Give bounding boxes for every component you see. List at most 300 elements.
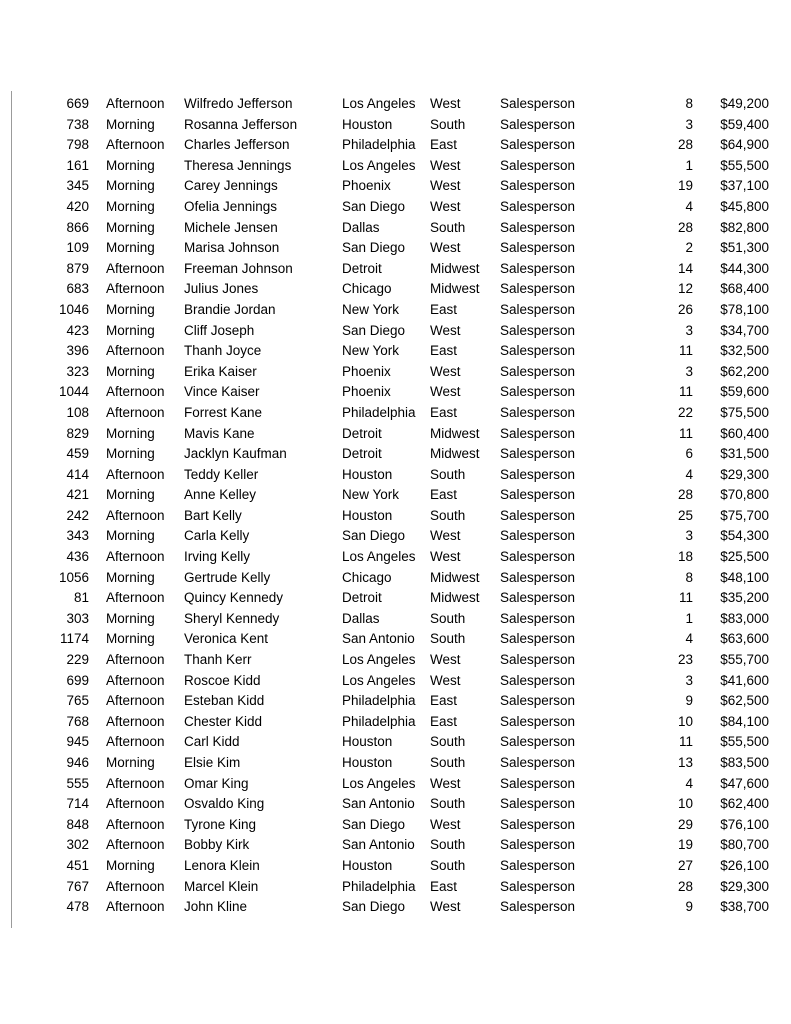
cell-amount: $37,100 <box>720 178 769 194</box>
cell-units: 11 <box>678 590 693 606</box>
cell-city: Detroit <box>342 425 382 441</box>
cell-role: Salesperson <box>500 899 576 915</box>
cell-city: Philadelphia <box>342 137 416 153</box>
cell-role: Salesperson <box>500 301 576 317</box>
cell-shift: Morning <box>106 219 155 235</box>
cell-id: 1046 <box>58 301 89 317</box>
cell-id: 768 <box>66 713 89 729</box>
cell-amount: $26,100 <box>720 857 769 873</box>
cell-role: Salesperson <box>500 796 576 812</box>
cell-role: Salesperson <box>500 404 576 420</box>
cell-id: 683 <box>66 281 89 297</box>
cell-amount: $83,500 <box>720 755 769 770</box>
table-row <box>12 506 771 527</box>
cell-city: San Antonio <box>342 631 415 647</box>
cell-id: 866 <box>66 219 89 235</box>
cell-city: San Diego <box>342 240 406 256</box>
cell-id: 436 <box>66 549 89 565</box>
cell-id: 699 <box>66 672 89 688</box>
cell-region: West <box>430 652 461 668</box>
table-row <box>12 609 771 630</box>
cell-id: 423 <box>66 322 89 338</box>
cell-amount: $63,600 <box>720 631 769 647</box>
cell-region: West <box>430 672 461 688</box>
cell-role: Salesperson <box>500 672 576 688</box>
cell-name: Chester Kidd <box>184 713 263 729</box>
cell-role: Salesperson <box>500 446 576 462</box>
cell-role: Salesperson <box>500 240 576 256</box>
cell-city: Detroit <box>342 446 382 462</box>
table-row <box>12 547 771 568</box>
cell-name: Charles Jefferson <box>184 137 290 153</box>
cell-amount: $38,700 <box>720 899 769 915</box>
cell-id: 242 <box>66 507 89 523</box>
cell-city: Houston <box>342 734 393 750</box>
cell-name: Irving Kelly <box>184 549 251 565</box>
cell-shift: Afternoon <box>106 672 165 688</box>
cell-amount: $47,600 <box>720 775 769 791</box>
cell-shift: Afternoon <box>106 796 165 812</box>
cell-region: West <box>430 528 461 544</box>
cell-units: 13 <box>677 755 693 770</box>
cell-role: Salesperson <box>500 528 576 544</box>
table-row <box>12 774 771 795</box>
cell-city: Phoenix <box>342 178 391 194</box>
cell-units: 4 <box>685 631 693 647</box>
cell-amount: $68,400 <box>720 281 769 297</box>
cell-id: 229 <box>66 652 89 668</box>
cell-region: South <box>430 857 466 873</box>
cell-role: Salesperson <box>500 281 576 297</box>
cell-name: Brandie Jordan <box>184 301 276 317</box>
table-row <box>12 671 771 692</box>
cell-name: Lenora Klein <box>184 857 260 873</box>
cell-region: South <box>430 837 466 853</box>
cell-name: Thanh Kerr <box>184 652 252 668</box>
cell-units: 3 <box>685 322 693 338</box>
cell-city: San Antonio <box>342 837 415 853</box>
cell-name: Freeman Johnson <box>184 260 293 276</box>
table-row <box>12 815 771 836</box>
cell-name: Gertrude Kelly <box>184 569 271 585</box>
cell-shift: Morning <box>106 487 155 503</box>
cell-name: Bobby Kirk <box>184 837 250 853</box>
cell-id: 420 <box>66 198 89 214</box>
cell-name: Erika Kaiser <box>184 363 257 379</box>
cell-shift: Morning <box>106 569 155 585</box>
cell-city: Dallas <box>342 219 380 235</box>
cell-shift: Afternoon <box>106 281 165 297</box>
table-row <box>12 300 771 321</box>
table-row <box>12 526 771 547</box>
cell-role: Salesperson <box>500 878 576 894</box>
cell-city: Los Angeles <box>342 672 416 688</box>
cell-amount: $44,300 <box>720 260 769 276</box>
table-row <box>12 444 771 465</box>
cell-amount: $82,800 <box>720 219 769 235</box>
cell-units: 19 <box>677 837 693 853</box>
cell-units: 23 <box>677 652 693 668</box>
cell-role: Salesperson <box>500 116 576 132</box>
cell-units: 11 <box>678 425 693 441</box>
cell-shift: Afternoon <box>106 549 165 565</box>
cell-name: Michele Jensen <box>184 219 278 235</box>
cell-region: East <box>430 137 458 153</box>
cell-id: 1056 <box>58 569 89 585</box>
cell-role: Salesperson <box>500 837 576 853</box>
cell-city: New York <box>342 487 400 503</box>
cell-id: 303 <box>66 610 89 626</box>
table-row <box>12 691 771 712</box>
cell-region: West <box>430 549 461 565</box>
cell-id: 451 <box>66 857 89 873</box>
cell-name: Roscoe Kidd <box>184 672 261 688</box>
cell-amount: $75,700 <box>720 507 769 523</box>
cell-name: Carl Kidd <box>184 734 240 750</box>
cell-region: South <box>430 796 466 812</box>
cell-name: Marcel Klein <box>184 878 259 894</box>
cell-shift: Morning <box>106 178 155 194</box>
cell-shift: Afternoon <box>106 734 165 750</box>
cell-city: Los Angeles <box>342 775 416 791</box>
cell-units: 25 <box>677 507 693 523</box>
cell-units: 11 <box>678 343 693 359</box>
table-row <box>12 897 771 918</box>
cell-units: 28 <box>677 137 693 153</box>
cell-name: Wilfredo Jefferson <box>184 96 293 111</box>
cell-city: Houston <box>342 466 393 482</box>
cell-name: Ofelia Jennings <box>184 198 278 214</box>
cell-name: Julius Jones <box>184 281 259 297</box>
cell-region: South <box>430 610 466 626</box>
cell-shift: Morning <box>106 446 155 462</box>
cell-amount: $31,500 <box>720 446 769 462</box>
cell-shift: Afternoon <box>106 466 165 482</box>
cell-city: Chicago <box>342 569 392 585</box>
cell-units: 3 <box>685 528 693 544</box>
cell-shift: Afternoon <box>106 590 165 606</box>
table-row <box>12 135 771 156</box>
cell-role: Salesperson <box>500 384 576 400</box>
cell-name: Carey Jennings <box>184 178 278 194</box>
table-row <box>12 279 771 300</box>
cell-role: Salesperson <box>500 219 576 235</box>
cell-region: South <box>430 507 466 523</box>
cell-region: West <box>430 96 461 111</box>
cell-units: 4 <box>685 466 693 482</box>
cell-city: New York <box>342 301 400 317</box>
cell-id: 343 <box>66 528 89 544</box>
cell-id: 945 <box>66 734 89 750</box>
table-row <box>12 115 771 136</box>
cell-units: 3 <box>685 116 693 132</box>
cell-units: 3 <box>685 363 693 379</box>
cell-role: Salesperson <box>500 734 576 750</box>
cell-amount: $70,800 <box>720 487 769 503</box>
cell-city: Houston <box>342 755 393 770</box>
cell-shift: Afternoon <box>106 137 165 153</box>
cell-amount: $64,900 <box>720 137 769 153</box>
cell-shift: Afternoon <box>106 384 165 400</box>
cell-shift: Afternoon <box>106 713 165 729</box>
cell-name: Mavis Kane <box>184 425 255 441</box>
cell-region: South <box>430 631 466 647</box>
cell-id: 345 <box>66 178 89 194</box>
cell-name: Elsie Kim <box>184 755 241 770</box>
cell-amount: $55,500 <box>720 157 769 173</box>
cell-city: Philadelphia <box>342 713 416 729</box>
cell-amount: $29,300 <box>720 466 769 482</box>
cell-role: Salesperson <box>500 322 576 338</box>
cell-units: 2 <box>685 240 693 256</box>
cell-shift: Afternoon <box>106 652 165 668</box>
cell-shift: Morning <box>106 116 155 132</box>
cell-amount: $62,400 <box>720 796 769 812</box>
cell-id: 1174 <box>59 631 89 647</box>
cell-units: 11 <box>678 734 693 750</box>
table-row <box>12 568 771 589</box>
cell-shift: Morning <box>106 857 155 873</box>
cell-id: 459 <box>66 446 89 462</box>
cell-role: Salesperson <box>500 487 576 503</box>
cell-amount: $51,300 <box>720 240 769 256</box>
cell-id: 396 <box>66 343 89 359</box>
cell-role: Salesperson <box>500 198 576 214</box>
cell-region: West <box>430 775 461 791</box>
cell-id: 669 <box>66 96 89 111</box>
cell-region: West <box>430 240 461 256</box>
cell-name: Vince Kaiser <box>184 384 260 400</box>
cell-units: 1 <box>685 610 693 626</box>
cell-city: San Diego <box>342 816 406 832</box>
cell-id: 946 <box>66 755 89 770</box>
table-row <box>12 362 771 383</box>
cell-name: Anne Kelley <box>184 487 257 503</box>
cell-id: 323 <box>66 363 89 379</box>
cell-role: Salesperson <box>500 549 576 565</box>
cell-amount: $62,500 <box>720 693 769 709</box>
cell-role: Salesperson <box>500 693 576 709</box>
cell-shift: Afternoon <box>106 837 165 853</box>
table-row <box>12 629 771 650</box>
cell-id: 414 <box>66 466 89 482</box>
cell-region: South <box>430 116 466 132</box>
cell-city: Phoenix <box>342 363 391 379</box>
cell-shift: Morning <box>106 301 155 317</box>
cell-units: 28 <box>677 487 693 503</box>
cell-city: Houston <box>342 507 393 523</box>
cell-region: Midwest <box>430 590 480 606</box>
cell-city: Chicago <box>342 281 392 297</box>
cell-region: West <box>430 322 461 338</box>
cell-amount: $78,100 <box>720 301 769 317</box>
cell-city: San Diego <box>342 528 406 544</box>
cell-amount: $80,700 <box>720 837 769 853</box>
cell-id: 1044 <box>58 384 89 400</box>
cell-name: Carla Kelly <box>184 528 250 544</box>
table-row <box>12 794 771 815</box>
cell-amount: $76,100 <box>720 816 769 832</box>
cell-amount: $75,500 <box>720 404 769 420</box>
cell-city: Houston <box>342 857 393 873</box>
cell-region: Midwest <box>430 569 480 585</box>
cell-role: Salesperson <box>500 363 576 379</box>
cell-city: Detroit <box>342 590 382 606</box>
cell-role: Salesperson <box>500 713 576 729</box>
cell-amount: $55,500 <box>720 734 769 750</box>
table-row <box>12 218 771 239</box>
cell-name: Jacklyn Kaufman <box>184 446 287 462</box>
cell-region: East <box>430 878 458 894</box>
cell-id: 161 <box>66 157 89 173</box>
table-row <box>12 94 771 115</box>
cell-region: South <box>430 755 466 770</box>
sheet-area <box>11 91 771 928</box>
cell-city: New York <box>342 343 400 359</box>
cell-role: Salesperson <box>500 466 576 482</box>
cell-amount: $60,400 <box>720 425 769 441</box>
table-row <box>12 877 771 898</box>
cell-region: East <box>430 713 458 729</box>
cell-shift: Morning <box>106 755 155 770</box>
cell-units: 19 <box>677 178 693 194</box>
cell-region: West <box>430 816 461 832</box>
cell-city: Houston <box>342 116 393 132</box>
cell-region: Midwest <box>430 281 480 297</box>
cell-amount: $34,700 <box>720 322 769 338</box>
cell-name: Esteban Kidd <box>184 693 265 709</box>
cell-amount: $35,200 <box>720 590 769 606</box>
cell-region: South <box>430 219 466 235</box>
cell-role: Salesperson <box>500 137 576 153</box>
cell-id: 421 <box>66 487 89 503</box>
cell-units: 1 <box>685 157 693 173</box>
cell-role: Salesperson <box>500 816 576 832</box>
cell-shift: Morning <box>106 425 155 441</box>
cell-name: Osvaldo King <box>184 796 265 812</box>
cell-id: 714 <box>66 796 89 812</box>
cell-id: 478 <box>66 899 89 915</box>
cell-amount: $54,300 <box>720 528 769 544</box>
cell-shift: Morning <box>106 322 155 338</box>
cell-units: 28 <box>677 878 693 894</box>
cell-role: Salesperson <box>500 755 576 770</box>
cell-units: 22 <box>677 404 693 420</box>
cell-role: Salesperson <box>500 96 576 111</box>
cell-amount: $84,100 <box>720 713 769 729</box>
cell-shift: Afternoon <box>106 260 165 276</box>
table-row <box>12 465 771 486</box>
cell-region: Midwest <box>430 446 480 462</box>
cell-id: 81 <box>73 590 89 606</box>
cell-name: Forrest Kane <box>184 404 263 420</box>
cell-units: 8 <box>685 96 693 111</box>
cell-shift: Afternoon <box>106 507 165 523</box>
cell-id: 555 <box>66 775 89 791</box>
table-row <box>12 424 771 445</box>
table-row <box>12 176 771 197</box>
table-row <box>12 856 771 877</box>
cell-name: Marisa Johnson <box>184 240 280 256</box>
table-row <box>12 321 771 342</box>
cell-city: Los Angeles <box>342 549 416 565</box>
cell-region: East <box>430 343 458 359</box>
cell-shift: Afternoon <box>106 693 165 709</box>
cell-role: Salesperson <box>500 631 576 647</box>
cell-amount: $55,700 <box>720 652 769 668</box>
cell-role: Salesperson <box>500 775 576 791</box>
cell-amount: $41,600 <box>720 672 769 688</box>
cell-region: East <box>430 404 458 420</box>
cell-name: Sheryl Kennedy <box>184 610 280 626</box>
cell-id: 109 <box>66 240 89 256</box>
cell-name: Teddy Keller <box>184 466 259 482</box>
table-row <box>12 753 771 774</box>
cell-role: Salesperson <box>500 590 576 606</box>
cell-name: Thanh Joyce <box>184 343 262 359</box>
cell-role: Salesperson <box>500 260 576 276</box>
cell-city: San Antonio <box>342 796 415 812</box>
cell-units: 11 <box>678 384 693 400</box>
cell-region: West <box>430 178 461 194</box>
cell-units: 8 <box>685 569 693 585</box>
cell-units: 28 <box>677 219 693 235</box>
table-row <box>12 259 771 280</box>
cell-shift: Morning <box>106 610 155 626</box>
cell-city: Philadelphia <box>342 878 416 894</box>
cell-city: Phoenix <box>342 384 391 400</box>
cell-units: 10 <box>677 713 693 729</box>
cell-amount: $48,100 <box>720 569 769 585</box>
cell-shift: Morning <box>106 240 155 256</box>
cell-city: Philadelphia <box>342 693 416 709</box>
cell-region: Midwest <box>430 425 480 441</box>
cell-city: San Diego <box>342 899 406 915</box>
cell-amount: $62,200 <box>720 363 769 379</box>
cell-shift: Afternoon <box>106 775 165 791</box>
table-row <box>12 835 771 856</box>
cell-region: South <box>430 466 466 482</box>
cell-amount: $32,500 <box>720 343 769 359</box>
cell-role: Salesperson <box>500 343 576 359</box>
cell-city: Dallas <box>342 610 380 626</box>
cell-shift: Afternoon <box>106 878 165 894</box>
table-row <box>12 732 771 753</box>
cell-role: Salesperson <box>500 178 576 194</box>
cell-city: San Diego <box>342 322 406 338</box>
cell-city: Los Angeles <box>342 157 416 173</box>
sales-data-table <box>12 94 771 918</box>
cell-name: Quincy Kennedy <box>184 590 284 606</box>
cell-amount: $49,200 <box>720 96 769 111</box>
cell-role: Salesperson <box>500 507 576 523</box>
cell-amount: $29,300 <box>720 878 769 894</box>
cell-region: West <box>430 899 461 915</box>
cell-amount: $83,000 <box>720 610 769 626</box>
cell-id: 879 <box>66 260 89 276</box>
cell-name: Theresa Jennings <box>184 157 292 173</box>
cell-shift: Afternoon <box>106 343 165 359</box>
table-row <box>12 197 771 218</box>
cell-name: Rosanna Jefferson <box>184 116 298 132</box>
cell-id: 302 <box>66 837 89 853</box>
cell-city: San Diego <box>342 198 406 214</box>
cell-shift: Morning <box>106 631 155 647</box>
cell-units: 14 <box>677 260 693 276</box>
cell-city: Los Angeles <box>342 96 416 111</box>
cell-role: Salesperson <box>500 425 576 441</box>
cell-units: 18 <box>677 549 693 565</box>
